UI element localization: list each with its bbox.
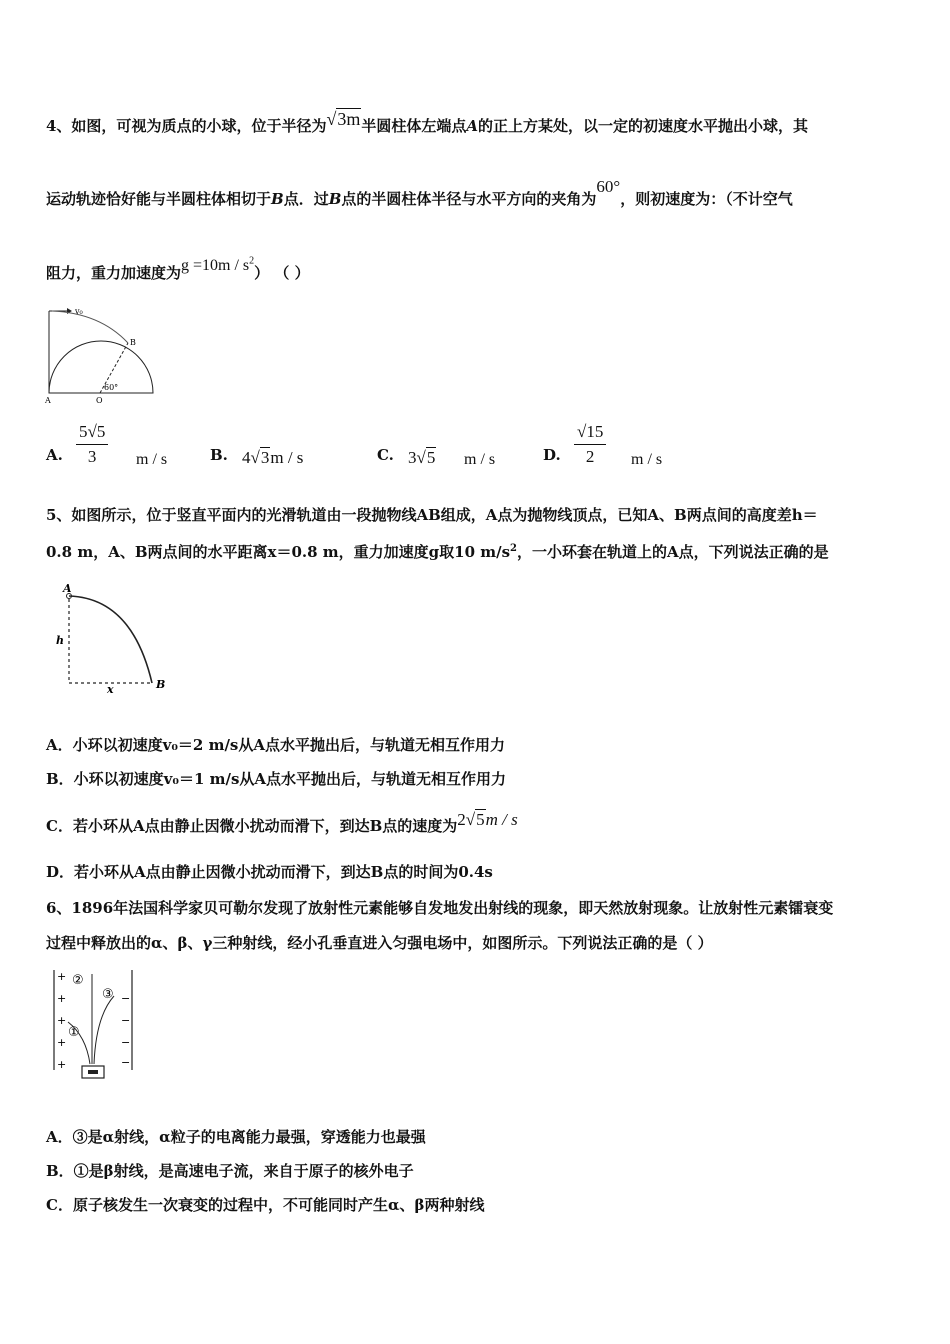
q6-option-a: A．③是α射线，α粒子的电离能力最强，穿透能力也最强: [46, 1128, 426, 1146]
q4-text: 运动轨迹恰好能与半圆柱体相切于: [46, 190, 272, 208]
q4-point-a: A: [466, 117, 479, 135]
q4-option-b-value: 4√3m / s: [242, 448, 304, 467]
q5-label-b: B: [156, 678, 166, 691]
q6-minus-sign: −: [121, 1036, 131, 1049]
q4-text: 阻力，重力加速度为: [46, 264, 182, 282]
q5-option-d: D．若小环从A点由静止因微小扰动而滑下，到达B点的时间为0.4s: [46, 863, 493, 881]
q5-figure: [52, 580, 172, 695]
q6-plus-sign: +: [57, 1014, 67, 1027]
q4-gravity-exp: 2: [249, 255, 255, 267]
q5-option-b: B．小环以初速度v₀＝1 m/s从A点水平抛出后，与轨道无相互作用力: [46, 770, 507, 788]
q6-plus-sign: +: [57, 970, 67, 983]
q6-plus-sign: +: [57, 992, 67, 1005]
q6-minus-sign: −: [121, 1014, 131, 1027]
q4-option-a-label: A.: [46, 446, 63, 464]
q4-line-2: [46, 177, 904, 209]
q5-option-c: C．若小环从A点由静止因微小扰动而滑下，到达B点的速度为2√5m / s: [46, 810, 518, 835]
q4-point-b: B: [328, 190, 342, 208]
q4-angle: 60°: [596, 177, 621, 196]
q4-label-angle: 60°: [104, 383, 119, 392]
q5-line-1: 5、如图所示，位于竖直平面内的光滑轨道由一段抛物线AB组成，A点为抛物线顶点，已知A、B两点间的高度差h＝: [46, 506, 818, 524]
q4-option-a-fraction: [76, 422, 108, 467]
q5-option-c-root: 5: [476, 810, 485, 829]
q4-semicircle: [49, 341, 153, 393]
q4-point-b: B: [271, 190, 284, 208]
q6-radium-sample: [88, 1070, 98, 1074]
q4-radius: 3m: [337, 109, 361, 129]
q6-figure: [50, 966, 140, 1084]
q6-label-ray-3: ③: [102, 987, 114, 1002]
q4-option-c-value: 3√5: [408, 448, 436, 467]
q4-gravity: g =10m / s: [181, 257, 250, 274]
q5-option-c-text: C．若小环从A点由静止因微小扰动而滑下，到达B点的速度为: [46, 817, 458, 835]
q4-text: ） （ ）: [254, 264, 310, 282]
q4-text: 4、如图，可视为质点的小球，位于半径为: [46, 117, 327, 135]
q6-line-2: 过程中释放出的α、β、γ三种射线，经小孔垂直进入匀强电场中，如图所示。下列说法正确的是（ ）: [46, 934, 713, 952]
q4-option-b-root: 3: [260, 448, 270, 467]
q4-option-b-label: B.: [210, 446, 228, 464]
q4-text: ，则初速度为：（不计空气: [620, 190, 793, 208]
q4-text: 半圆柱体左端点: [361, 117, 467, 135]
q4-option-b-unit: m / s: [270, 448, 304, 467]
q4-option-c-root: 5: [426, 448, 436, 467]
q4-label-v0: v₀: [75, 307, 83, 316]
q5-option-a: A．小环以初速度v₀＝2 m/s从A点水平抛出后，与轨道无相互作用力: [46, 736, 506, 754]
q4-option-d-numerator: √15: [574, 422, 606, 445]
q5-label-x: x: [107, 683, 114, 695]
q5-label-a: A: [63, 582, 72, 595]
q5-option-c-unit: m / s: [485, 810, 518, 829]
q4-text: 点．过: [283, 190, 329, 208]
q6-minus-sign: −: [121, 1056, 131, 1069]
q6-minus-sign: −: [121, 992, 131, 1005]
q4-option-a-numerator: 5√5: [76, 422, 108, 445]
q4-option-d-unit: m / s: [631, 451, 663, 468]
q4-label-a: A: [45, 396, 51, 405]
q5-track: [69, 596, 152, 683]
q4-label-b: B: [130, 338, 136, 347]
q4-option-c-unit: m / s: [464, 451, 496, 468]
q5-text: 0.8 m，A、B两点间的水平距离x＝0.8 m，重力加速度g取10 m/s: [46, 543, 511, 561]
q4-option-d-fraction: [574, 422, 606, 467]
q4-option-d-denominator: 2: [585, 447, 595, 466]
q4-trajectory: [52, 311, 128, 343]
q4-text: 点的半圆柱体半径与水平方向的夹角为: [341, 190, 597, 208]
q6-line-1: 6、1896年法国科学家贝可勒尔发现了放射性元素能够自发地发出射线的现象，即天然放射现象。让放射性元素镭衰变: [46, 899, 834, 917]
q4-label-o: O: [96, 396, 103, 405]
q5-label-h: h: [56, 634, 64, 647]
q4-line-3: [46, 255, 904, 283]
q4-option-b-coef: 4: [242, 448, 251, 467]
q6-plus-sign: +: [57, 1036, 67, 1049]
q5-text: ，一小环套在轨道上的A点，下列说法正确的是: [517, 543, 829, 561]
q6-ray-3: [94, 996, 114, 1064]
q6-option-c: C．原子核发生一次衰变的过程中，不可能同时产生α、β两种射线: [46, 1196, 485, 1214]
q4-text: 的正上方某处，以一定的初速度水平抛出小球，其: [478, 117, 809, 135]
q6-label-ray-2: ②: [72, 973, 84, 988]
q4-option-c-label: C.: [377, 446, 394, 464]
q5-exp: 2: [510, 543, 517, 554]
q5-line-2: [46, 541, 904, 562]
q4-line-1: 4、如图，可视为质点的小球，位于半径为√3m半圆柱体左端点A的正上方某处，以一定的初速度水平抛出小球，其: [46, 109, 809, 135]
q4-option-a-denominator: 3: [87, 447, 97, 466]
q6-plus-sign: +: [57, 1058, 67, 1071]
q6-option-b: B．①是β射线，是高速电子流，来自于原子的核外电子: [46, 1162, 414, 1180]
q4-option-a-unit: m / s: [136, 451, 168, 468]
q5-option-c-coef: 2: [457, 810, 466, 829]
q4-figure: [40, 305, 170, 405]
q4-option-d-label: D.: [543, 446, 561, 464]
q4-option-c-coef: 3: [408, 448, 417, 467]
q6-label-ray-1: ①: [68, 1025, 80, 1040]
